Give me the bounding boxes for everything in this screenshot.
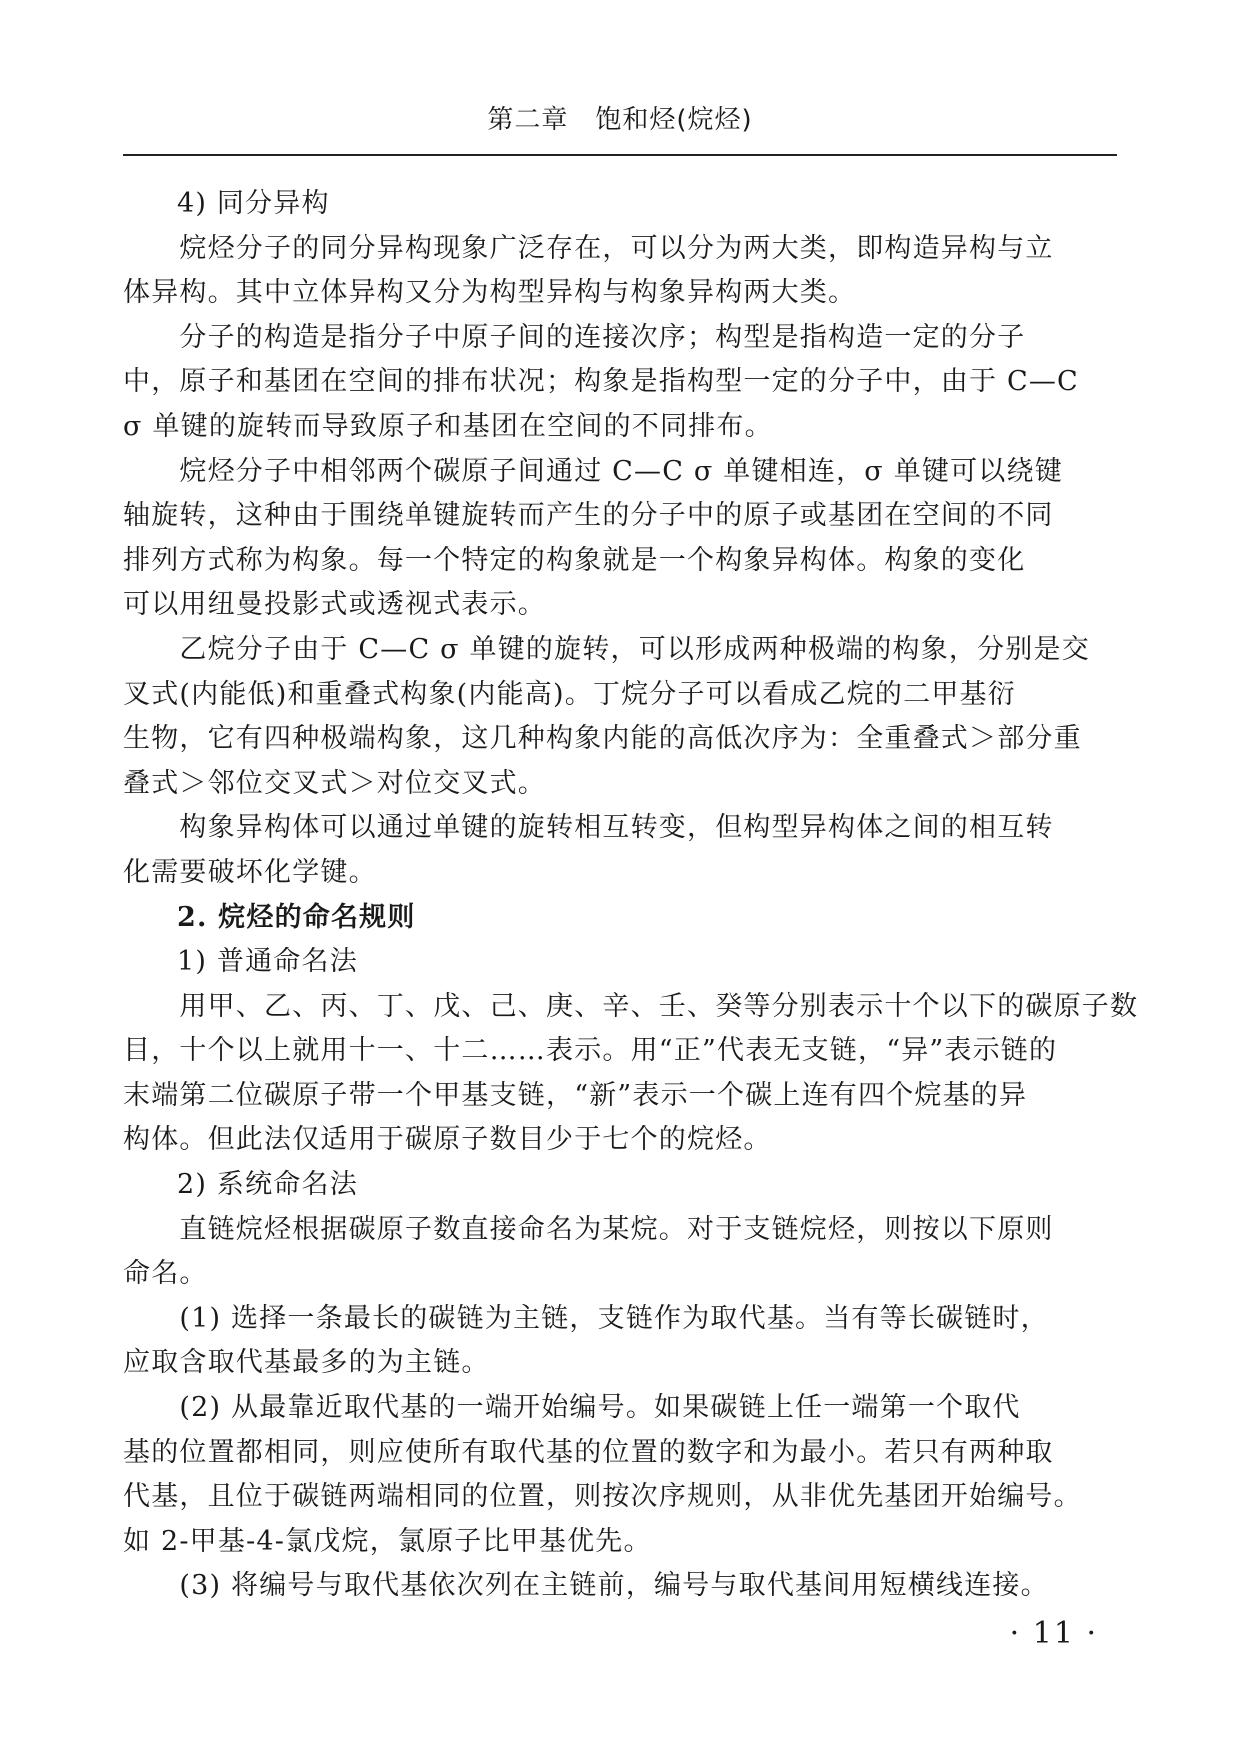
paragraph-line: 烷烃分子的同分异构现象广泛存在，可以分为两大类，即构造异构与立 [123,232,1054,264]
subsection-heading: 4) 同分异构 [177,188,330,219]
paragraph-line: 体异构。其中立体异构又分为构型异构与构象异构两大类。 [123,277,857,309]
paragraph-line: (1) 选择一条最长的碳链为主链，支链作为取代基。当有等长碳链时， [123,1302,1049,1334]
page-number: · 11 · [1009,1616,1098,1651]
paragraph-line: 化需要破坏化学键。 [123,856,377,888]
paragraph-line: 用甲、乙、丙、丁、戊、己、庚、辛、壬、癸等分别表示十个以下的碳原子数 [123,990,1139,1022]
paragraph-line: 分子的构造是指分子中原子间的连接次序；构型是指构造一定的分子 [123,321,1026,353]
paragraph-line: (2) 从最靠近取代基的一端开始编号。如果碳链上任一端第一个取代 [123,1392,1021,1424]
paragraph-line: 轴旋转，这种由于围绕单键旋转而产生的分子中的原子或基团在空间的不同 [123,500,1054,532]
paragraph-line: 命名。 [123,1258,208,1290]
running-header [123,100,1117,156]
paragraph-line: 可以用纽曼投影式或透视式表示。 [123,589,546,621]
paragraph-line: 如 2-甲基-4-氯戊烷，氯原子比甲基优先。 [123,1525,652,1557]
paragraph-line: σ 单键的旋转而导致原子和基团在空间的不同排布。 [123,410,773,442]
paragraph-line: 基的位置都相同，则应使所有取代基的位置的数字和为最小。若只有两种取 [123,1436,1054,1468]
paragraph-line: 构体。但此法仅适用于碳原子数目少于七个的烷烃。 [123,1124,772,1156]
chapter-title: 第二章 饱和烃(烷烃) [487,105,753,135]
paragraph-line: 代基，且位于碳链两端相同的位置，则按次序规则，从非优先基团开始编号。 [123,1481,1082,1513]
paragraph-line: 末端第二位碳原子带一个甲基支链，“新”表示一个碳上连有四个烷基的异 [123,1079,1028,1111]
page-body [123,182,1139,1609]
paragraph-line: 构象异构体可以通过单键的旋转相互转变，但构型异构体之间的相互转 [123,812,1054,844]
paragraph-line: 乙烷分子由于 C—C σ 单键的旋转，可以形成两种极端的构象，分别是交 [123,633,1090,665]
section-heading: 2. 烷烃的命名规则 [177,901,416,933]
paragraph-line: 排列方式称为构象。每一个特定的构象就是一个构象异构体。构象的变化 [123,544,1026,576]
paragraph-line: 目，十个以上就用十一、十二……表示。用“正”代表无支链，“异”表示链的 [123,1035,1058,1067]
paragraph-line: (3) 将编号与取代基依次列在主链前，编号与取代基间用短横线连接。 [123,1570,1049,1602]
paragraph-line: 生物，它有四种极端构象，这几种构象内能的高低次序为：全重叠式＞部分重 [123,723,1082,755]
subsection-heading: 2) 系统命名法 [177,1169,358,1201]
paragraph-line: 应取含取代基最多的为主链。 [123,1347,490,1379]
paragraph-line: 叠式＞邻位交叉式＞对位交叉式。 [123,767,546,799]
paragraph-line: 中，原子和基团在空间的排布状况；构象是指构型一定的分子中，由于 C—C [123,366,1079,398]
paragraph-line: 烷烃分子中相邻两个碳原子间通过 C—C σ 单键相连，σ 单键可以绕键 [123,455,1063,487]
subsection-heading: 1) 普通命名法 [177,946,358,978]
paragraph-line: 直链烷烃根据碳原子数直接命名为某烷。对于支链烷烃，则按以下原则 [123,1213,1054,1245]
paragraph-line: 叉式(内能低)和重叠式构象(内能高)。丁烷分子可以看成乙烷的二甲基衍 [123,678,1016,710]
